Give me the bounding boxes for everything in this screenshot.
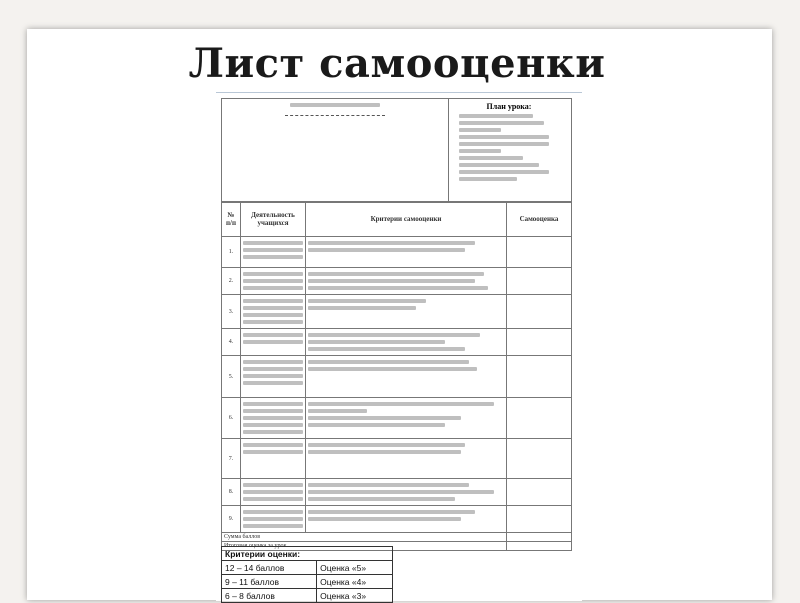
activity-cell <box>241 439 306 479</box>
sum-label: Сумма баллов <box>222 533 507 542</box>
student-name-label <box>222 103 448 107</box>
lesson-plan-item <box>459 156 565 160</box>
activity-cell <box>241 506 306 533</box>
score-cell[interactable] <box>507 356 572 398</box>
student-name-cell <box>221 98 449 203</box>
table-row <box>222 329 572 356</box>
score-cell[interactable] <box>507 439 572 479</box>
row-number: 7. <box>222 439 241 479</box>
row-number: 3. <box>222 295 241 329</box>
row-number: 8. <box>222 479 241 506</box>
score-range: 6 – 8 баллов <box>222 589 317 603</box>
criteria-cell <box>306 329 507 356</box>
grading-row <box>222 561 393 575</box>
activity-cell <box>241 237 306 268</box>
criteria-cell <box>306 356 507 398</box>
table-row <box>222 506 572 533</box>
slide-title: Лист самооценки <box>188 40 606 87</box>
criteria-cell <box>306 506 507 533</box>
grading-title: Критерии оценки: <box>222 547 393 561</box>
lesson-plan-cell <box>447 98 572 203</box>
activity-cell <box>241 295 306 329</box>
lesson-plan-item <box>459 163 565 167</box>
grading-row <box>222 589 393 603</box>
score-cell[interactable] <box>507 506 572 533</box>
activity-cell <box>241 268 306 295</box>
sum-row <box>222 533 572 542</box>
col-criteria-header: Критерии самооценки <box>306 202 507 237</box>
criteria-cell <box>306 398 507 439</box>
row-number: 2. <box>222 268 241 295</box>
activity-cell <box>241 398 306 439</box>
lesson-plan-item <box>459 121 565 132</box>
table-row <box>222 356 572 398</box>
table-row <box>222 237 572 268</box>
activity-cell <box>241 329 306 356</box>
grading-criteria-table <box>221 546 393 603</box>
table-row <box>222 295 572 329</box>
criteria-table <box>221 201 572 551</box>
row-number: 1. <box>222 237 241 268</box>
lesson-plan-item <box>459 135 565 153</box>
criteria-cell <box>306 237 507 268</box>
score-cell[interactable] <box>507 237 572 268</box>
row-number: 6. <box>222 398 241 439</box>
final-grade-cell[interactable] <box>507 542 572 551</box>
grade-value: Оценка «5» <box>317 561 393 575</box>
score-range: 12 – 14 баллов <box>222 561 317 575</box>
col-score-header: Самооценка <box>507 202 572 237</box>
activity-cell <box>241 479 306 506</box>
student-name-line <box>285 115 385 116</box>
grade-value: Оценка «4» <box>317 575 393 589</box>
score-cell[interactable] <box>507 479 572 506</box>
activity-cell <box>241 356 306 398</box>
table-row <box>222 268 572 295</box>
row-number: 4. <box>222 329 241 356</box>
col-num-header: № п/п <box>222 202 241 237</box>
row-number: 9. <box>222 506 241 533</box>
score-range: 9 – 11 баллов <box>222 575 317 589</box>
sum-value-cell[interactable] <box>507 533 572 542</box>
lesson-plan-title: План урока: <box>486 102 532 111</box>
score-cell[interactable] <box>507 329 572 356</box>
lesson-plan-item <box>459 170 565 181</box>
table-row <box>222 398 572 439</box>
criteria-cell <box>306 479 507 506</box>
final-grade-label: Итоговая оценка за урок <box>222 542 507 551</box>
score-cell[interactable] <box>507 295 572 329</box>
col-activity-header: Деятельность учащихся <box>241 202 306 237</box>
criteria-cell <box>306 295 507 329</box>
criteria-cell <box>306 268 507 295</box>
grading-title-row <box>222 547 393 561</box>
grade-value: Оценка «3» <box>317 589 393 603</box>
table-row <box>222 439 572 479</box>
row-number: 5. <box>222 356 241 398</box>
table-row <box>222 479 572 506</box>
lesson-plan-item <box>459 114 565 118</box>
criteria-header-row <box>222 202 572 237</box>
score-cell[interactable] <box>507 268 572 295</box>
criteria-cell <box>306 439 507 479</box>
grading-row <box>222 575 393 589</box>
score-cell[interactable] <box>507 398 572 439</box>
